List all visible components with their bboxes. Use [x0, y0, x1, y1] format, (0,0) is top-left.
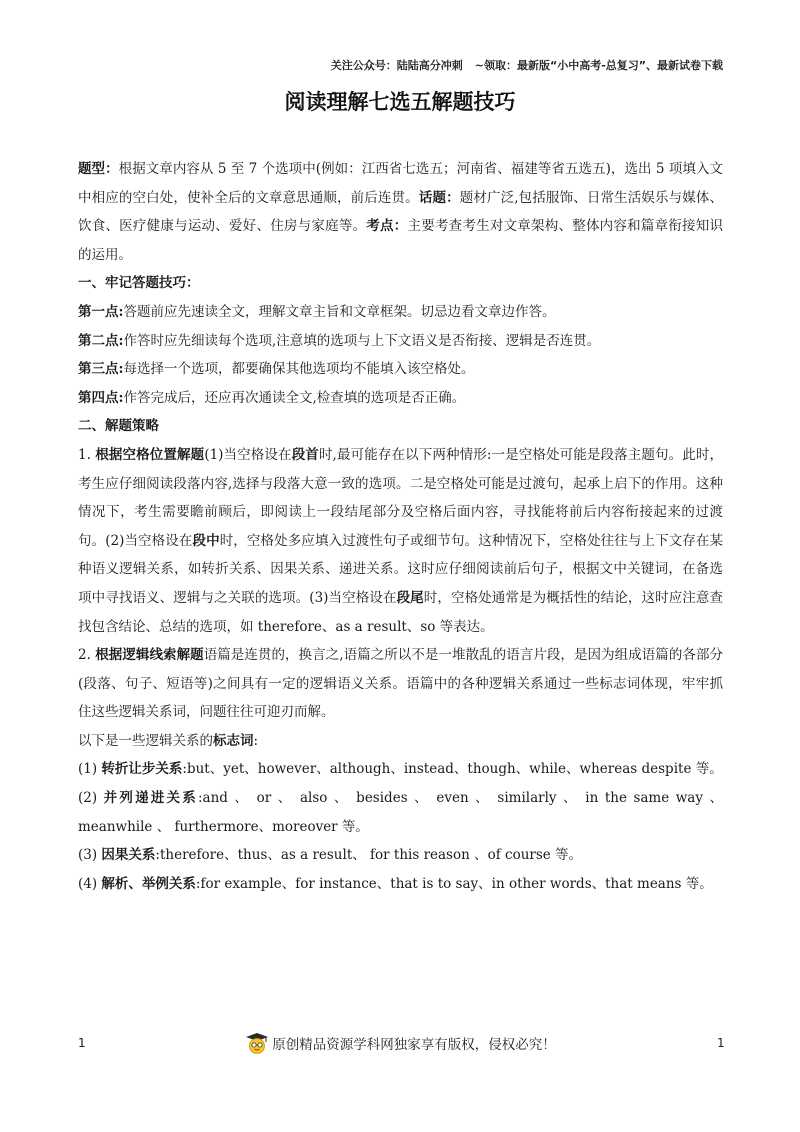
strategy-position-paragraph: [78, 441, 723, 641]
tip-text: 作答时应先细读每个选项,注意填的选项与上下文语义是否衔接、逻辑是否连贯。: [123, 332, 601, 349]
marker-number: (2): [78, 790, 98, 807]
tip-text: 作答完成后，还应再次通读全文,检查填的选项是否正确。: [123, 389, 466, 406]
tip-text: 答题前应先速读全文，理解文章主旨和文章框架。切忌边看文章边作答。: [123, 303, 556, 320]
strategy-label: 根据逻辑线索解题: [95, 647, 204, 664]
tip-item: [78, 327, 723, 356]
marker-number: (1): [78, 761, 98, 778]
section-heading-strategy: 二、解题策略: [78, 418, 159, 435]
marker-text: :and 、 or 、 also 、 besides 、 even 、 similarly 、 in the same way 、 meanwhile 、 furthermore、moreover 等。: [78, 790, 723, 835]
strategy-text: 语篇是连贯的，换言之,语篇之所以不是一堆散乱的语言片段，是因为组成语篇的各部分(段落、句子、短语等)之间具有一定的逻辑语义关系。语篇中的各种逻辑关系通过一些标志词体现，牢牢抓住这些逻辑关系词，问题往往可迎刃而解。: [78, 647, 724, 721]
strategy-text: 时，空格处通常是为概括性的结论，这时应注意查找包含结论、总结的选项，如 therefore、as a result、so 等表达。: [78, 589, 724, 635]
intro-label-focus: 考点：: [366, 218, 408, 235]
marker-text: :for example、for instance、that is to say、in other words、that means 等。: [195, 875, 713, 892]
marker-text: :but、yet、however、although、instead、though、while、whereas despite 等。: [182, 761, 723, 778]
header-left-text: 关注公众号：陆陆高分冲刺: [330, 59, 463, 72]
tip-label: 第二点:: [78, 332, 124, 349]
marker-label: 因果关系: [101, 847, 156, 864]
marker-item: [78, 841, 723, 870]
page-header: [0, 57, 723, 73]
intro-text-type: 根据文章内容从 5 至 7 个选项中(例如：江西省七选五；河南省、福建等省五选五)，选出 5 项填入文中相应的空白处，使补全后的文章意思通顺，前后连贯。: [78, 161, 723, 206]
intro-text-topic: 题材广泛,包括服饰、日常生活娱乐与媒体、饮食、医疗健康与运动、爱好、住房与家庭等。: [78, 189, 724, 235]
marker-label: 解析、举例关系: [101, 875, 196, 892]
tip-label: 第三点:: [78, 361, 124, 378]
page-footer: [0, 1032, 800, 1054]
section-heading-tips: 一、牢记答题技巧：: [78, 275, 200, 292]
marker-label: 转折让步关系: [101, 761, 183, 778]
marker-item: [78, 784, 723, 841]
strategy-number: 2.: [78, 647, 91, 664]
markers-intro-colon: :: [253, 732, 259, 749]
intro-label-type: 题型：: [78, 161, 119, 177]
strategy-text: 时，空格处多应填入过渡性句子或细节句。这种情况下，空格处往往与上下文存在某种语义逻辑关系，如转折关系、因果关系、递进关系。这时应仔细阅读前后句子，根据文中关键词，在备选项中寻找语义、逻辑与之关联的选项。(3)当空格设在: [78, 532, 724, 606]
tip-label: 第四点:: [78, 389, 124, 406]
marker-text: :therefore、thus、as a result、 for this reason 、of course 等。: [155, 847, 583, 864]
marker-item: [78, 870, 723, 899]
markers-intro-keyword: 标志词: [213, 732, 254, 749]
tip-text: 每选择一个选项，都要确保其他选项均不能填入该空格处。: [123, 361, 475, 378]
keyword-para-middle: 段中: [192, 532, 220, 549]
strategy-number: 1.: [78, 446, 91, 463]
keyword-para-end: 段尾: [396, 589, 424, 606]
strategy-logic-paragraph: [78, 641, 723, 727]
keyword-para-start: 段首: [291, 446, 319, 463]
strategy-label: 根据空格位置解题: [95, 446, 205, 463]
document-title: 阅读理解七选五解题技巧: [284, 90, 516, 114]
document-body: [78, 155, 723, 898]
tip-item: [78, 298, 723, 327]
page-number-right: 1: [717, 1036, 725, 1050]
strategy-text: (1)当空格设在: [204, 446, 292, 463]
header-right-text: ~领取：最新版“小中高考-总复习”、最新试卷下载: [474, 59, 723, 72]
intro-text-focus: 主要考查考生对文章架构、整体内容和篇章衔接知识的运用。: [78, 218, 724, 263]
graduate-emoji-icon: [244, 1032, 270, 1054]
marker-number: (4): [78, 875, 98, 892]
markers-intro-text: 以下是一些逻辑关系的: [78, 732, 213, 749]
intro-label-topic: 话题：: [418, 189, 460, 206]
tip-label: 第一点:: [78, 303, 124, 320]
tip-item: [78, 355, 723, 384]
marker-item: [78, 755, 723, 784]
page-number-left: 1: [78, 1036, 86, 1050]
footer-copyright-text: 原创精品资源学科网独家享有版权，侵权必究！: [272, 1037, 556, 1053]
marker-label: 并列递进关系: [103, 790, 198, 807]
intro-paragraph: [78, 155, 723, 269]
markers-intro: [78, 727, 723, 756]
marker-number: (3): [78, 847, 98, 864]
tip-item: [78, 384, 723, 413]
strategy-text: 时,最可能存在以下两种情形:一是空格处可能是段落主题句。此时，考生应仔细阅读段落内容,选择与段落大意一致的选项。二是空格处可能是过渡句，起承上启下的作用。这种情况下，考生需要瞻前顾后，即阅读上一段结尾部分及空格后面内容，寻找能将前后内容衔接起来的过渡句。(2)当空格设在: [78, 446, 724, 549]
